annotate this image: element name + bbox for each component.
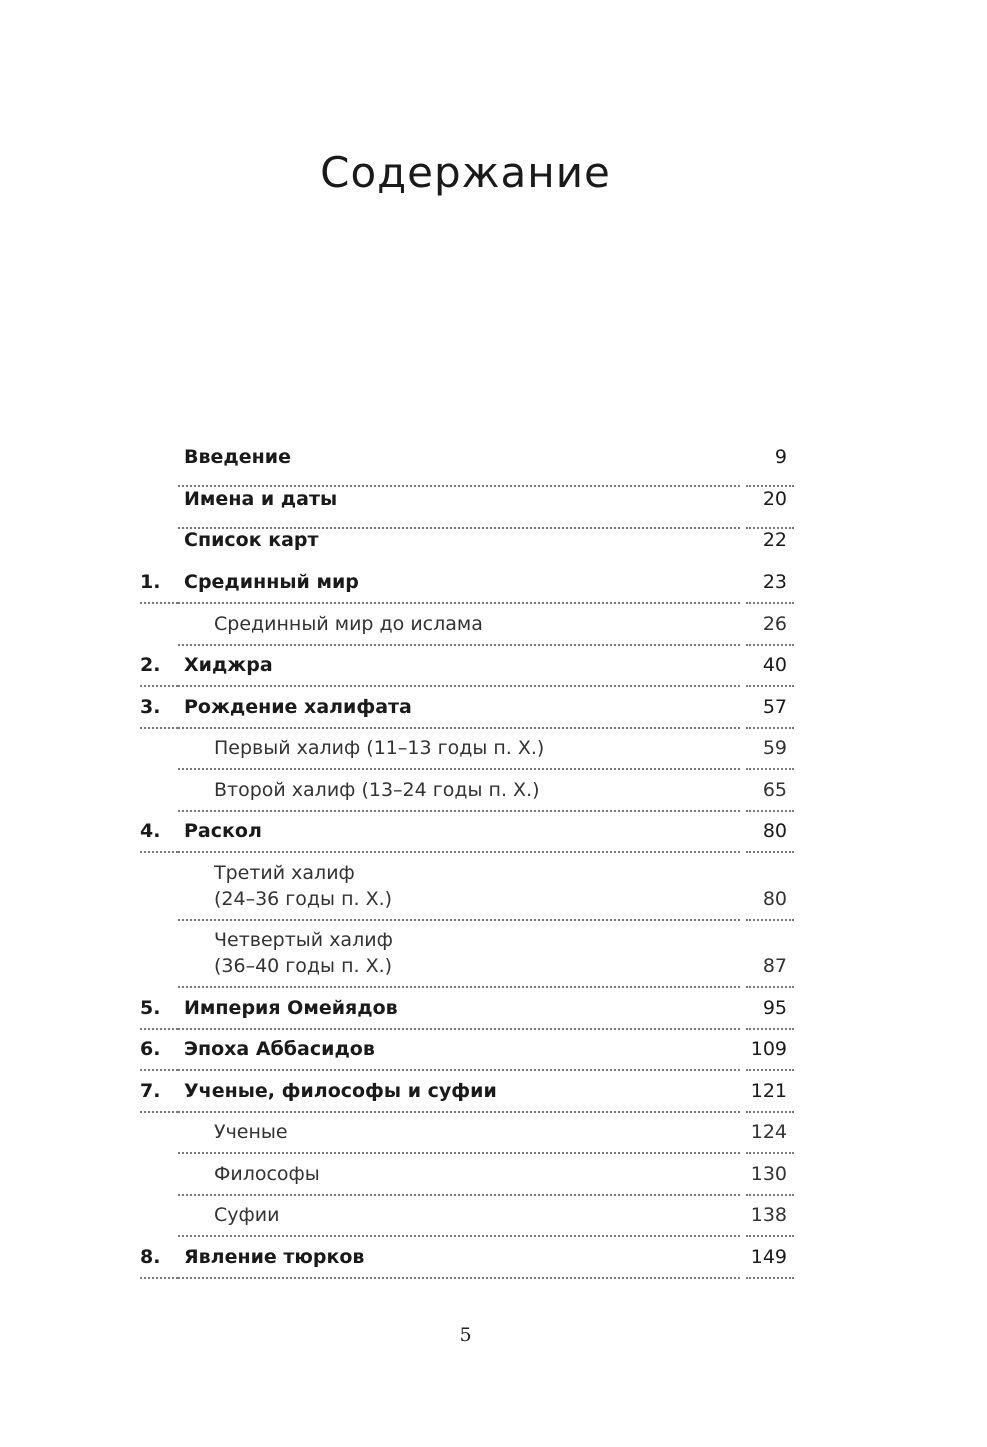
dotted-leader <box>746 919 794 921</box>
toc-entry-page: 87 <box>762 955 787 977</box>
toc-entry-number: 1. <box>140 571 161 593</box>
toc-entry-page: 130 <box>750 1163 787 1185</box>
toc-entry-number: 8. <box>140 1246 161 1268</box>
dotted-leader <box>178 1277 740 1279</box>
dotted-leader <box>746 986 794 988</box>
dotted-leader <box>178 1235 740 1237</box>
toc-entry-page: 95 <box>762 997 787 1019</box>
dotted-leader <box>746 1235 794 1237</box>
toc-entry-page: 124 <box>750 1121 787 1143</box>
dotted-leader <box>178 1069 740 1071</box>
dotted-leader <box>746 1194 794 1196</box>
dotted-leader <box>746 810 794 812</box>
dotted-leader <box>178 851 740 853</box>
toc-entry-number: 5. <box>140 997 161 1019</box>
dotted-leader <box>746 768 794 770</box>
toc-entry-page: 65 <box>762 779 787 801</box>
dotted-leader <box>746 1152 794 1154</box>
dotted-leader <box>178 1028 740 1030</box>
toc-entry-page: 20 <box>762 488 787 510</box>
dotted-leader <box>140 851 178 853</box>
dotted-leader <box>140 1028 178 1030</box>
toc-entry-title: Список карт <box>184 529 319 551</box>
toc-entry-title: Введение <box>184 446 291 468</box>
toc-entry-title: Философы <box>214 1163 320 1185</box>
dotted-leader <box>178 644 740 646</box>
dotted-leader <box>746 1111 794 1113</box>
toc-entry-page: 121 <box>750 1080 787 1102</box>
dotted-leader <box>178 602 740 604</box>
toc-entry-number: 2. <box>140 654 161 676</box>
dotted-leader <box>746 1277 794 1279</box>
toc-entry-title: Срединный мир <box>184 571 359 593</box>
toc-entry-title: Суфии <box>214 1204 280 1226</box>
dotted-leader <box>746 851 794 853</box>
toc-entry-number: 3. <box>140 696 161 718</box>
toc-entry-title: Имена и даты <box>184 488 338 510</box>
dotted-leader <box>178 685 740 687</box>
dotted-leader <box>178 919 740 921</box>
dotted-leader <box>140 1277 178 1279</box>
dotted-leader <box>746 644 794 646</box>
dotted-leader <box>178 727 740 729</box>
dotted-leader <box>178 1111 740 1113</box>
toc-entry-page: 57 <box>762 696 787 718</box>
toc-entry-title: Ученые <box>214 1121 288 1143</box>
toc-entry-title-line-2: (36–40 годы п. Х.) <box>214 955 393 977</box>
dotted-leader <box>140 685 178 687</box>
dotted-leader <box>178 810 740 812</box>
toc-entry-title: Ученые, философы и суфии <box>184 1080 497 1102</box>
toc-entry-page: 80 <box>762 888 787 910</box>
dotted-leader <box>746 1069 794 1071</box>
toc-entry-page: 23 <box>762 571 787 593</box>
dotted-leader <box>178 1152 740 1154</box>
toc-entry-title: Империя Омейядов <box>184 997 398 1019</box>
toc-entry-title: Эпоха Аббасидов <box>184 1038 375 1060</box>
toc-entry-page: 40 <box>762 654 787 676</box>
toc-entry-number: 7. <box>140 1080 161 1102</box>
dotted-leader <box>140 1069 178 1071</box>
toc-entry-page: 9 <box>774 446 787 468</box>
toc-entry-page: 149 <box>750 1246 787 1268</box>
dotted-leader <box>178 986 740 988</box>
toc-entry-title: Раскол <box>184 820 262 842</box>
toc-entry-page: 80 <box>762 820 787 842</box>
dotted-leader <box>746 1028 794 1030</box>
toc-entry-number: 4. <box>140 820 161 842</box>
page-number: 5 <box>459 1324 472 1346</box>
toc-entry-title: Рождение халифата <box>184 696 412 718</box>
dotted-leader <box>178 768 740 770</box>
page-title: Содержание <box>320 148 611 197</box>
dotted-leader <box>746 685 794 687</box>
toc-entry-title: Третий халиф <box>214 862 355 884</box>
dotted-leader <box>140 1111 178 1113</box>
toc-entry-page: 109 <box>750 1038 787 1060</box>
dotted-leader <box>746 602 794 604</box>
dotted-leader <box>140 602 178 604</box>
toc-entry-page: 59 <box>762 737 787 759</box>
toc-entry-title: Явление тюрков <box>184 1246 365 1268</box>
toc-entry-page: 26 <box>762 613 787 635</box>
toc-entry-page: 138 <box>750 1204 787 1226</box>
toc-entry-title: Хиджра <box>184 654 273 676</box>
dotted-leader <box>746 727 794 729</box>
toc-entry-title: Первый халиф (11–13 годы п. Х.) <box>214 737 545 759</box>
dotted-leader <box>140 727 178 729</box>
toc-entry-title-line-2: (24–36 годы п. Х.) <box>214 888 393 910</box>
dotted-leader <box>178 1194 740 1196</box>
toc-entry-title: Четвертый халиф <box>214 929 393 951</box>
toc-entry-title: Второй халиф (13–24 годы п. Х.) <box>214 779 540 801</box>
toc-entry-page: 22 <box>762 529 787 551</box>
toc-entry-number: 6. <box>140 1038 161 1060</box>
toc-entry-title: Срединный мир до ислама <box>214 613 483 635</box>
